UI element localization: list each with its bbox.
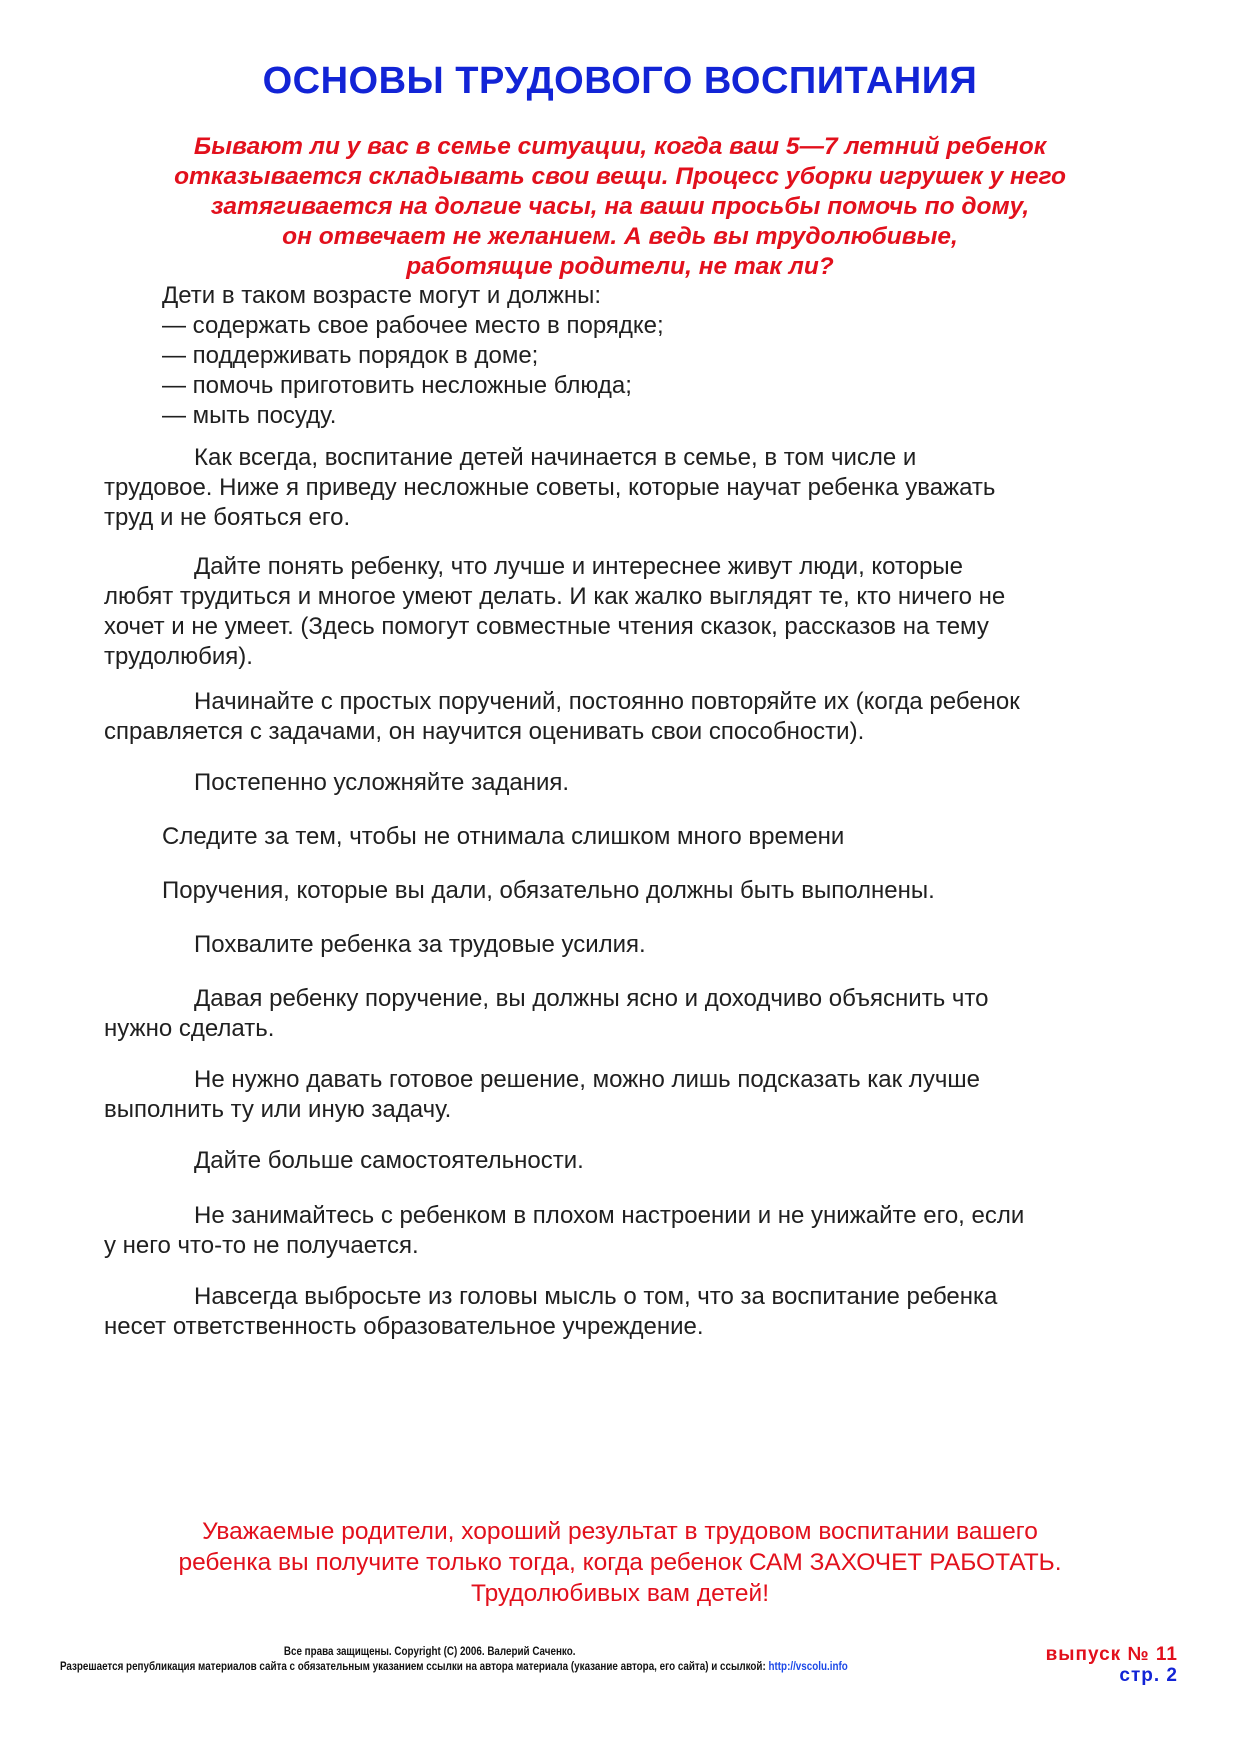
paragraph-line: Постепенно усложняйте задания. [194,769,570,796]
paragraph-line: Начинайте с простых поручений, постоянно повторяйте их (когда ребенок [194,688,1020,715]
paragraph-responsibility [104,1282,1144,1342]
paragraph-line: труд и не бояться его. [104,504,351,531]
paragraph-line: у него что-то не получается. [104,1232,419,1259]
paragraph-line: выполнить ту или иную задачу. [104,1096,452,1123]
paragraph-line: Дайте больше самостоятельности. [194,1147,584,1174]
duties-lead: Дети в таком возрасте могут и должны: [162,282,602,309]
paragraph-simple-tasks [104,687,1144,747]
duties-list [104,281,1144,431]
paragraph-line: несет ответственность образовательное учреждение. [104,1313,704,1340]
paragraph-line: Поручения, которые вы дали, обязательно должны быть выполнены. [162,877,935,904]
paragraph-line: хочет и не умеет. (Здесь помогут совместные чтения сказок, рассказов на тему [104,613,989,640]
paragraph-praise [104,930,1144,960]
republication-line [60,1659,848,1674]
closing-message [0,1516,1240,1609]
page-number: стр. 2 [1119,1665,1178,1686]
closing-line: Трудолюбивых вам детей! [470,1580,770,1607]
paragraph-line: Не занимайтесь с ребенком в плохом настроении и не унижайте его, если [194,1202,1025,1229]
list-item: — мыть посуду. [162,402,337,429]
intro-line: отказывается складывать свои вещи. Процесс уборки игрушек у него [174,163,1066,190]
intro-line: затягивается на долгие часы, на ваши просьбы помочь по дому, [210,193,1030,220]
issue-info [1046,1644,1178,1686]
closing-line: ребенка вы получите только тогда, когда ребенок САМ ЗАХОЧЕТ РАБОТАТЬ. [178,1549,1062,1576]
paragraph-line: нужно сделать. [104,1015,275,1042]
paragraph-line: Не нужно давать готовое решение, можно лишь подсказать как лучше [194,1066,980,1093]
paragraph-line: Дайте понять ребенку, что лучше и интереснее живут люди, которые [194,553,964,580]
paragraph-line: Следите за тем, чтобы не отнимала слишком много времени [162,823,845,850]
paragraph-explain [104,984,1144,1044]
paragraph-line: трудовое. Ниже я приведу несложные советы, которые научат ребенка уважать [104,474,996,501]
paragraph-independence [104,1146,1144,1176]
intro-line: Бывают ли у вас в семье ситуации, когда ваш 5—7 летний ребенок [193,133,1047,160]
paragraph-complete [104,876,1144,906]
paragraph-time [104,822,1144,852]
copyright-notice [60,1644,848,1674]
copyright-line: Все права защищены. Copyright (C) 2006. Валерий Саченко. [283,1644,576,1658]
intro-question [100,132,1140,282]
paragraph-line: Похвалите ребенка за трудовые усилия. [194,931,646,958]
list-item: — помочь приготовить несложные блюда; [162,372,632,399]
list-item: — содержать свое рабочее место в порядке; [162,312,664,339]
intro-line: он отвечает не желанием. А ведь вы трудолюбивые, [282,223,958,250]
closing-line: Уважаемые родители, хороший результат в трудовом воспитании вашего [202,1518,1038,1545]
paragraph-line: справляется с задачами, он научится оценивать свои способности). [104,718,865,745]
republication-text: Разрешается републикация материалов сайта с обязательным указанием ссылки на автора материала (указание автора, его сайта) и ссылкой: [60,1659,766,1673]
intro-line: работящие родители, не так ли? [406,253,834,280]
page-title: ОСНОВЫ ТРУДОВОГО ВОСПИТАНИЯ [262,60,978,102]
issue-number: выпуск № 11 [1045,1644,1178,1665]
paragraph-complicate [104,768,1144,798]
paragraph-mood [104,1201,1144,1261]
paragraph-hint [104,1065,1144,1125]
site-link[interactable]: http://vscolu.info [768,1659,848,1673]
paragraph-understand [104,552,1144,672]
paragraph-family [104,443,1144,533]
paragraph-line: любят трудиться и многое умеют делать. И как жалко выглядят те, кто ничего не [104,583,1006,610]
list-item: — поддерживать порядок в доме; [162,342,539,369]
paragraph-line: Как всегда, воспитание детей начинается в семье, в том числе и [194,444,917,471]
paragraph-line: Навсегда выбросьте из головы мысль о том, что за воспитание ребенка [194,1283,998,1310]
paragraph-line: трудолюбия). [104,643,253,670]
paragraph-line: Давая ребенку поручение, вы должны ясно и доходчиво объяснить что [194,985,989,1012]
